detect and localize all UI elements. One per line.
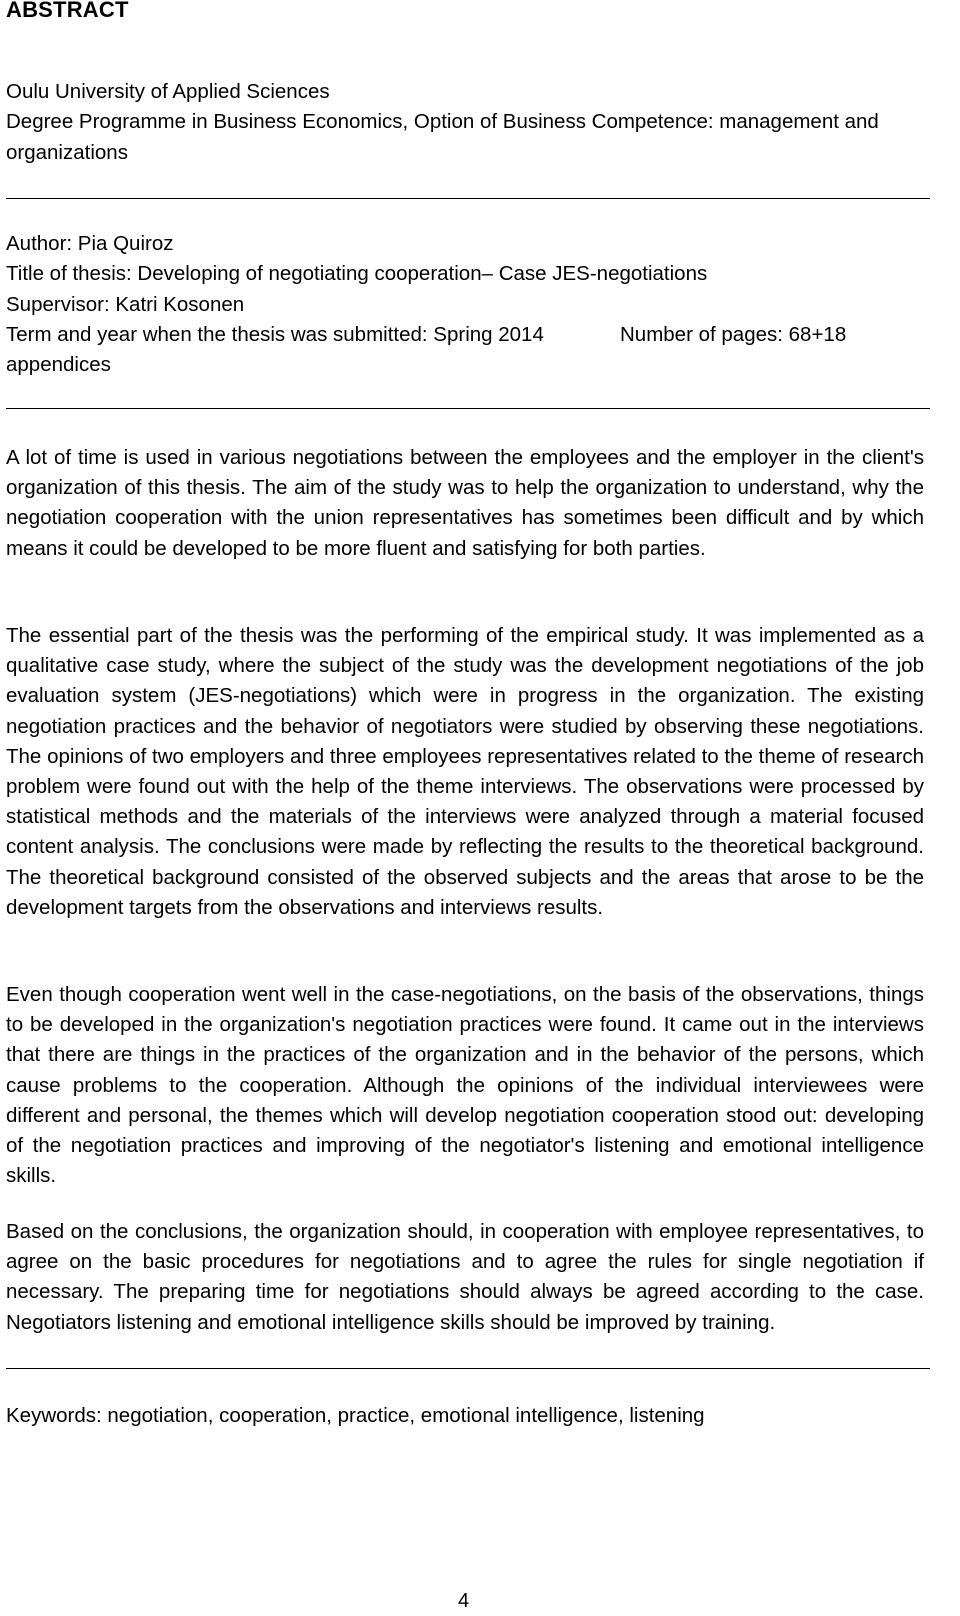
page-number: 4 bbox=[458, 1590, 470, 1612]
abstract-heading: ABSTRACT bbox=[6, 0, 129, 22]
keywords-line: Keywords: negotiation, cooperation, practice, emotional intelligence, listening bbox=[6, 1404, 705, 1427]
author-line: Author: Pia Quiroz bbox=[6, 232, 174, 255]
abstract-paragraph-3: Even though cooperation went well in the case-negotiations, on the basis of the observations, things to be developed in the organization's negotiation practices were found. It came out in the interviews that there are things in the practices of the organization and in the behavior of the persons, which cause problems to the cooperation. Although the opinions of the individual interviewees were different and personal, the themes which will develop negotiation cooperation stood out: developing of the negotiation practices and improving of the negotiator's listening and emotional intelligence skills. bbox=[6, 983, 924, 1188]
abstract-paragraph-2: The essential part of the thesis was the performing of the empirical study. It was implemented as a qualitative case study, where the subject of the study was the development negotiations of the job evaluation system (JES-negotiations) which were in progress in the organization. The existing negotiation practices and the behavior of negotiators were studied by observing these negotiations. The opinions of two employers and three employees representatives related to the theme of research problem were found out with the help of the theme interviews. The observations were processed by statistical methods and the materials of the interviews were analyzed through a material focused content analysis. The conclusions were made by reflecting the results to the theoretical background. The theoretical background consisted of the observed subjects and the areas that arose to be the development targets from the observations and interviews results. bbox=[6, 624, 924, 919]
university-name: Oulu University of Applied Sciences bbox=[6, 80, 330, 103]
keywords-block bbox=[6, 1401, 924, 1431]
thesis-title-line: Title of thesis: Developing of negotiating cooperation– Case JES-negotiations bbox=[6, 262, 708, 286]
institution-block bbox=[6, 77, 924, 168]
thesis-meta-block bbox=[6, 229, 924, 380]
term-year-line: Term and year when the thesis was submitted: Spring 2014 bbox=[6, 322, 544, 346]
abstract-paragraph-1: A lot of time is used in various negotiations between the employees and the employer in the client's organization of this thesis. The aim of the study was to help the organization to understand, why the negotiation cooperation with the union representatives has sometimes been difficult and by which means it could be developed to be more fluent and satisfying for both parties. bbox=[6, 446, 924, 560]
term-pages-row bbox=[6, 320, 924, 350]
supervisor-line: Supervisor: Katri Kosonen bbox=[6, 292, 245, 316]
divider-bottom bbox=[6, 1368, 930, 1369]
degree-programme-line-2: organizations bbox=[6, 140, 128, 164]
page-count-line: Number of pages: 68+18 bbox=[620, 322, 847, 346]
degree-programme-line-1: Degree Programme in Business Economics, Option of Business Competence: management and bbox=[6, 110, 879, 134]
abstract-paragraph-4: Based on the conclusions, the organization should, in cooperation with employee representatives, to agree on the basic procedures for negotiations and to agree the rules for single negotiation if necessary. The preparing time for negotiations should always be agreed according to the case. Negotiators listening and emotional intelligence skills should be improved by training. bbox=[6, 1220, 924, 1334]
divider-top bbox=[6, 198, 930, 199]
divider-middle bbox=[6, 408, 930, 409]
appendices-line: appendices bbox=[6, 353, 111, 377]
